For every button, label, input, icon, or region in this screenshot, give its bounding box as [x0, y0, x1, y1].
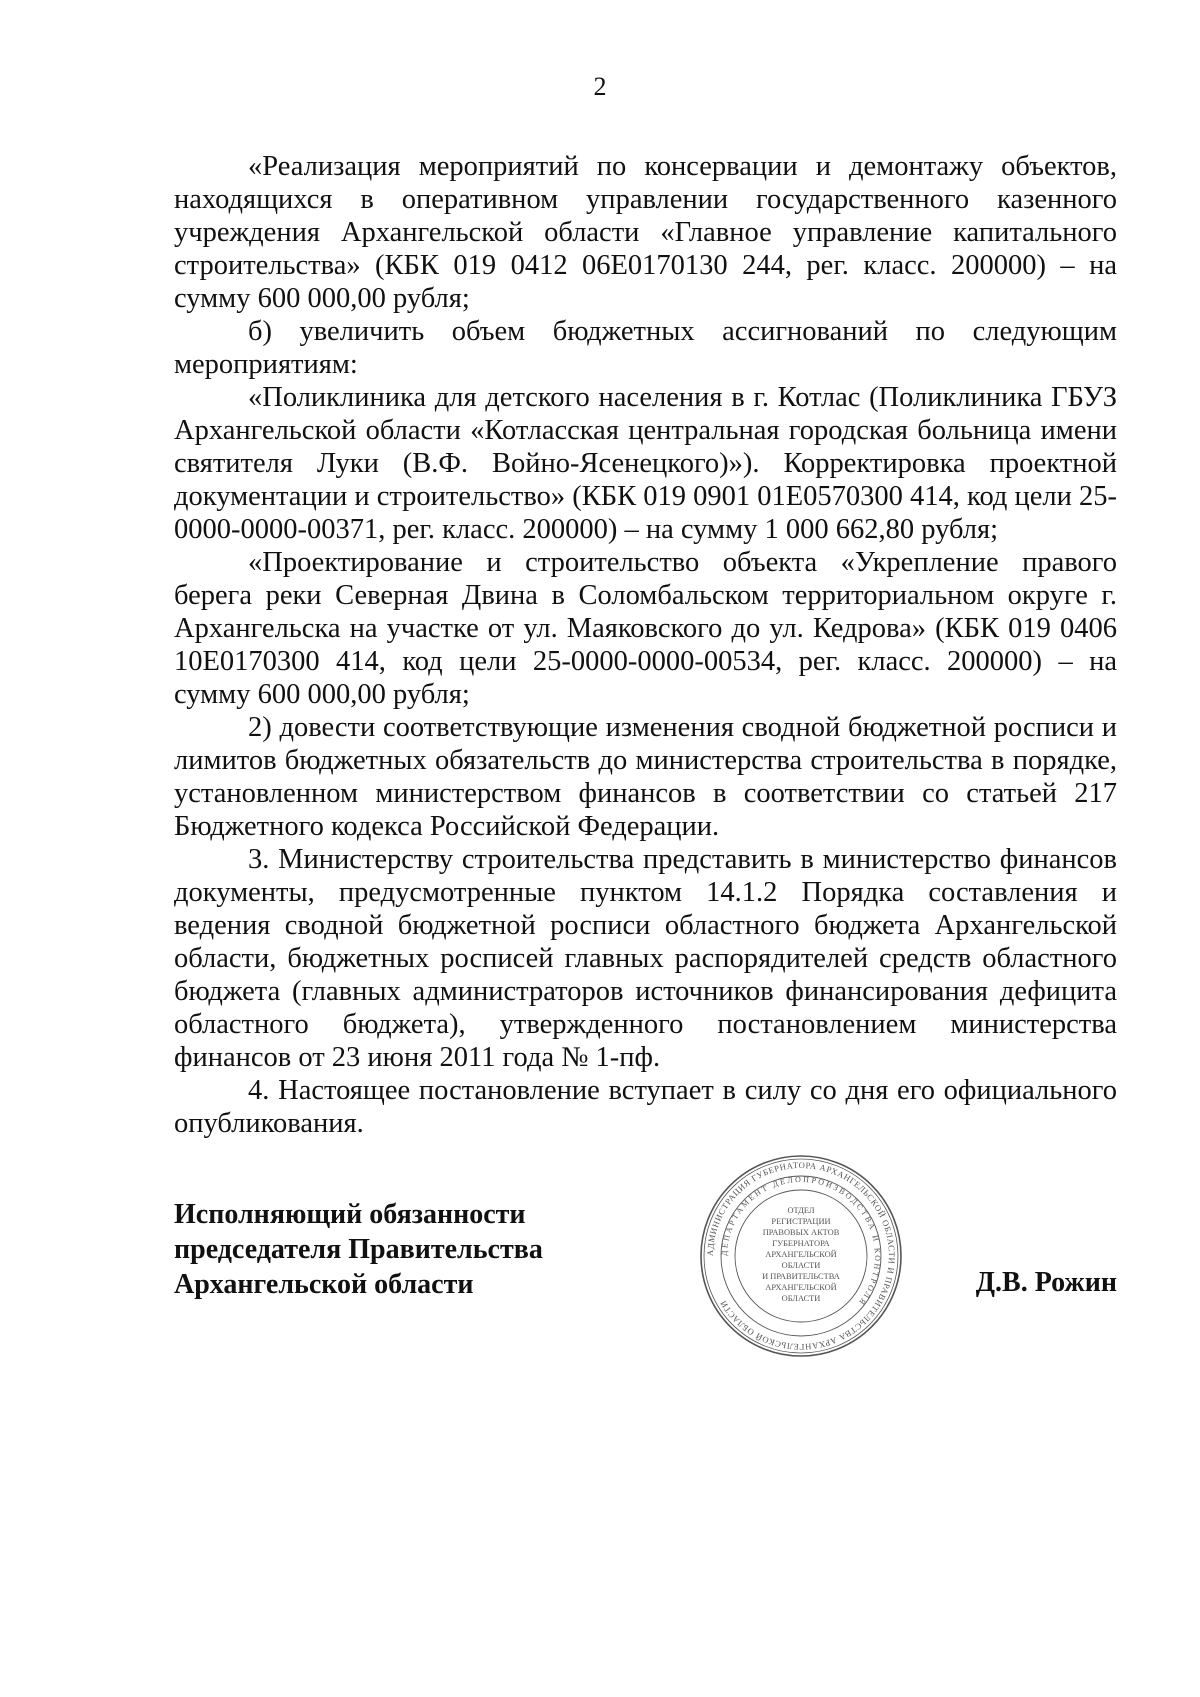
document-body	[174, 150, 1117, 1140]
stamp-center-line: ОБЛАСТИ	[781, 1294, 821, 1303]
signer-title-line: Исполняющий обязанности	[174, 1199, 526, 1230]
paragraph: 4. Настоящее постановление вступает в силу со дня его официального опубликования.	[174, 1075, 1117, 1139]
paragraph: «Поликлиника для детского населения в г. Котлас (Поликлиника ГБУЗ Архангельской области «Котласская центральная городская больница имени святителя Луки (В.Ф. Войно-Ясенецкого)»). Корректировка проектной документации и строительство» (КБК 019 0901 01Е0570300 414, код цели 25-0000-0000-00371, рег. класс. 200000) – на сумму 1 000 662,80 рубля;	[174, 382, 1117, 545]
signer-title	[174, 1197, 543, 1302]
paragraph: б) увеличить объем бюджетных ассигнований по следующим мероприятиям:	[174, 316, 1117, 380]
signer-title-line: Архангельской области	[174, 1269, 474, 1300]
stamp-center-line: ГУБЕРНАТОРА	[772, 1239, 830, 1248]
official-stamp	[696, 1151, 906, 1361]
stamp-center-line: АРХАНГЕЛЬСКОЙ	[765, 1250, 837, 1259]
stamp-outer-text: АДМИНИСТРАЦИЯ ГУБЕРНАТОРА АРХАНГЕЛЬСКОЙ ОБЛАСТИ И ПРАВИТЕЛЬСТВА АРХАНГЕЛЬСКОЙ ОБЛАСТИ	[704, 1159, 898, 1353]
paragraph: 2) довести соответствующие изменения сводной бюджетной росписи и лимитов бюджетных обязательств до министерства строительства в порядке, установленном министерством финансов в соответствии со статьей 217 Бюджетного кодекса Российской Федерации.	[174, 712, 1117, 842]
paragraph: «Проектирование и строительство объекта «Укрепление правого берега реки Северная Двина в Соломбальском территориальном округе г. Архангельска на участке от ул. Маяковского до ул. Кедрова» (КБК 019 0406 10Е0170300 414, код цели 25-0000-0000-00534, рег. класс. 200000) – на сумму 600 000,00 рубля;	[174, 547, 1117, 710]
page-number: 2	[593, 72, 607, 101]
stamp-center-line: АРХАНГЕЛЬСКОЙ	[765, 1283, 837, 1292]
stamp-center-line: РЕГИСТРАЦИИ	[771, 1217, 831, 1226]
stamp-inner-text: ДЕПАРТАМЕНТ ДЕЛОПРОИЗВОДСТВА И КОНТРОЛЯ	[719, 1174, 883, 1308]
paragraph: 3. Министерству строительства представить в министерство финансов документы, предусмотренные пунктом 14.1.2 Порядка составления и ведения сводной бюджетной росписи областного бюджета Архангельской области, бюджетных росписей главных распорядителей средств областного бюджета (главных администраторов источников финансирования дефицита областного бюджета), утвержденного постановлением министерства финансов от 23 июня 2011 года № 1-пф.	[174, 844, 1117, 1073]
stamp-center-line: ОТДЕЛ	[787, 1206, 815, 1215]
signer-title-line: председателя Правительства	[174, 1234, 543, 1265]
stamp-seal-graphic	[696, 1151, 906, 1361]
stamp-center-line: И ПРАВИТЕЛЬСТВА	[762, 1272, 840, 1281]
stamp-center-line: ПРАВОВЫХ АКТОВ	[762, 1228, 840, 1237]
paragraph: «Реализация мероприятий по консервации и демонтажу объектов, находящихся в оперативном управлении государственного казенного учреждения Архангельской области «Главное управление капитального строительства» (КБК 019 0412 06Е0170130 244, рег. класс. 200000) – на сумму 600 000,00 рубля;	[174, 151, 1117, 314]
stamp-center-line: ОБЛАСТИ	[781, 1261, 821, 1270]
signer-name: Д.В. Рожин	[975, 1267, 1117, 1298]
signature-block	[174, 1197, 1117, 1397]
